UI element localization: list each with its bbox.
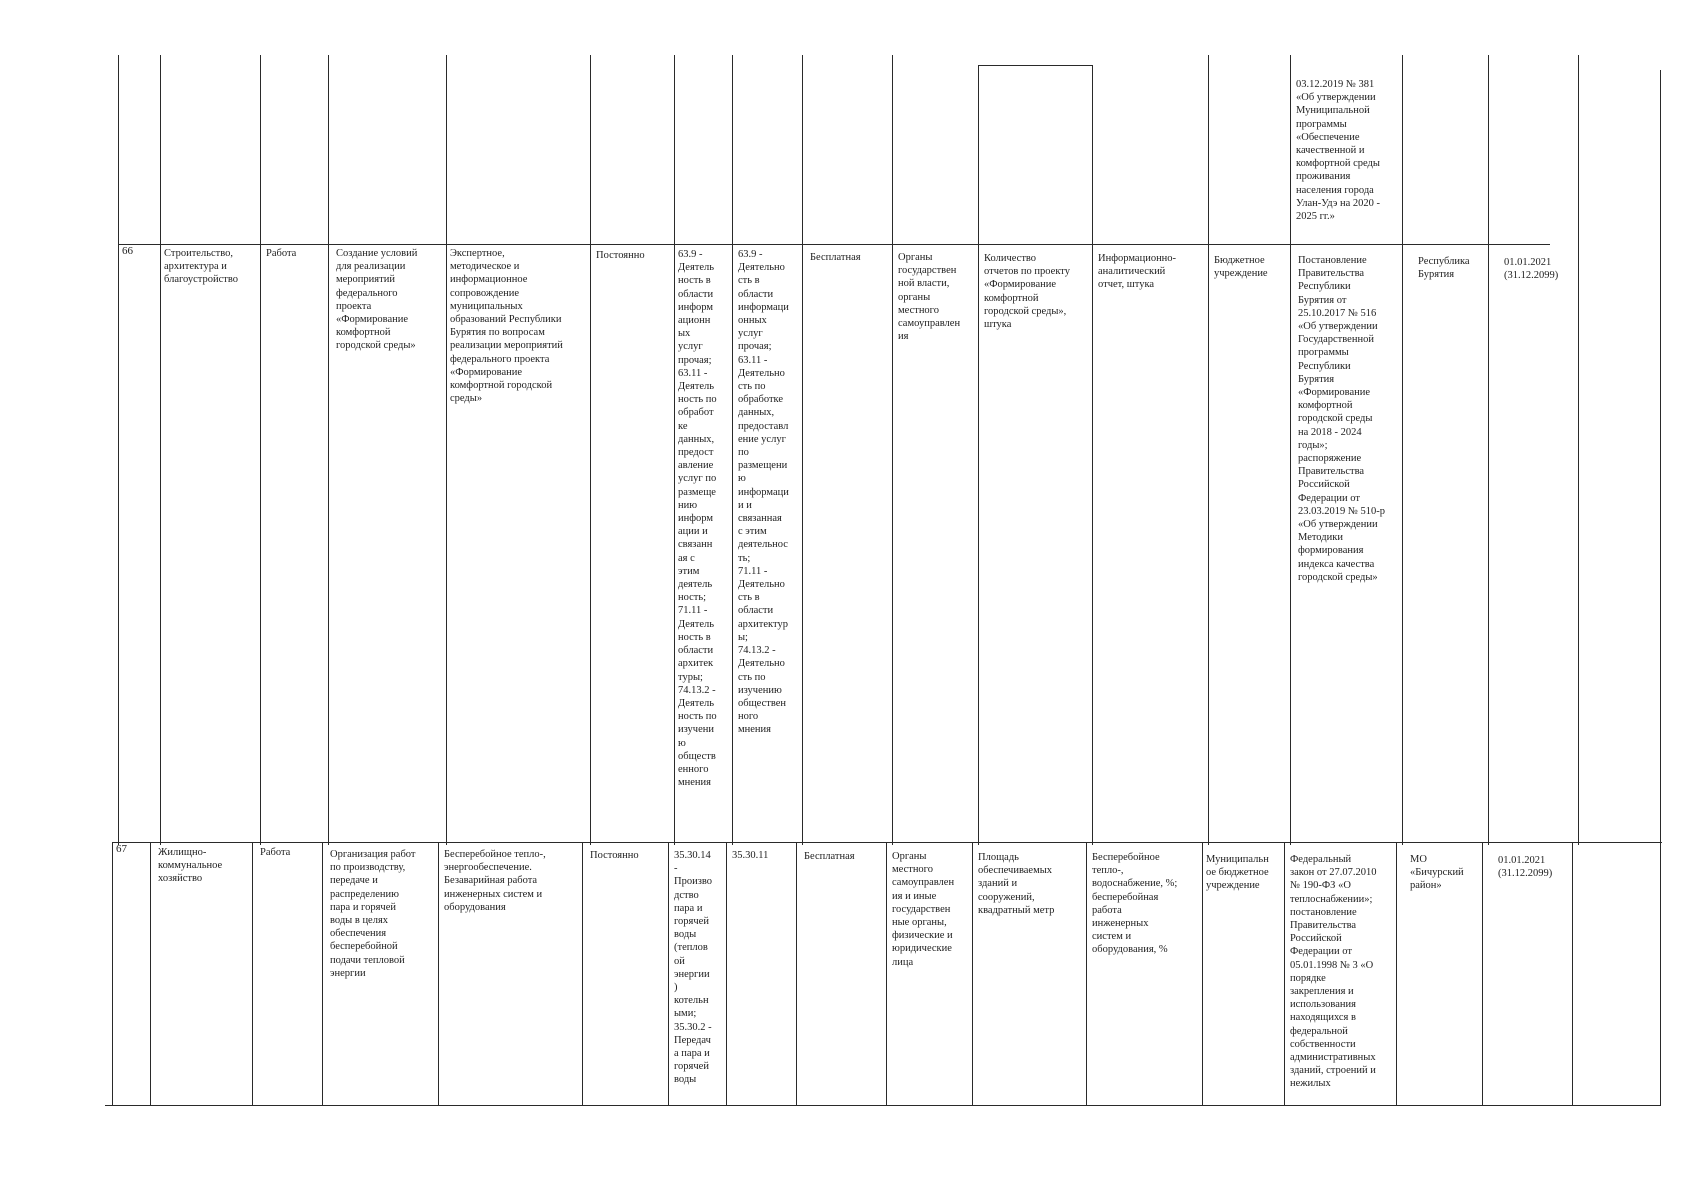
row-67-type: Работа (260, 847, 291, 858)
row-66-quality-indicator: Информационно- аналитический отчет, штука (1098, 253, 1177, 291)
col-rule-18 (1660, 70, 1661, 1106)
col-rule-8b (726, 842, 727, 1105)
col-rule-16b (1482, 842, 1483, 1105)
row-67-sphere: Жилищно- коммунальное хозяйство (158, 847, 223, 885)
col-rule-10 (892, 55, 893, 845)
row-66-payment: Бесплатная (810, 252, 861, 263)
row-66-name: Создание условий для реализации мероприятий федерального проекта «Формирование комфортной городской среды» (336, 248, 418, 352)
row-66-territory: Республика Бурятия (1418, 256, 1470, 281)
row-66-volume-indicator: Количество отчетов по проекту «Формирование комфортной городской среды», штука (984, 253, 1070, 331)
col-rule-14 (1290, 55, 1291, 845)
col-rule-9 (802, 55, 803, 845)
row-66-content: Экспертное, методическое и информационное сопровождение муниципальных образований Республики Бурятия по вопросам реализации мероприятий федерального проекта «Формирование комфортной городской среды» (450, 248, 563, 405)
col-rule-13b (1202, 842, 1203, 1105)
row-67-volume-indicator: Площадь обеспечиваемых зданий и сооружений, квадратный метр (978, 852, 1055, 916)
row-67-territory: МО «Бичурский район» (1410, 854, 1464, 892)
col-rule-17 (1578, 55, 1579, 845)
continuation-legal-basis: 03.12.2019 № 381 «Об утверждении Муниципальной программы «Обеспечение качественной и комфортной среды проживания населения города Улан-Удэ на 2020 - 2025 гг.» (1296, 79, 1380, 223)
row-67-name: Организация работ по производству, передаче и распределению пара и горячей воды в целях обеспечения бесперебойной подачи тепловой энергии (330, 849, 416, 979)
col-rule-7b (668, 842, 669, 1105)
table-bottom-rule (105, 1105, 1660, 1106)
col-rule-5 (446, 55, 447, 845)
row-66-number: 66 (122, 245, 133, 257)
col-rule-9b (796, 842, 797, 1105)
row-66-okved-1: 63.9 - Деятель ность в области информ ационн ых услуг прочая; 63.11 - Деятель ность по обработ ке данных, предост авление услуг по размеще нию информ ации и связанн ая с этим деятель ность; 71.11 - Деятель ность в области архитек туры; 74.13.2 - Деятель ность по изучени ю обществ енного мнения (678, 249, 717, 789)
col-rule-15 (1402, 55, 1403, 845)
col-rule-4 (328, 55, 329, 845)
row-67-number: 67 (116, 843, 127, 855)
col-rule-8 (732, 55, 733, 845)
row-67-dates: 01.01.2021 (31.12.2099) (1498, 855, 1553, 880)
row-67-top-rule (112, 842, 1662, 843)
row-67-payment: Бесплатная (804, 851, 855, 862)
row-66-type: Работа (266, 248, 297, 259)
row-67-periodicity: Постоянно (590, 850, 639, 861)
col-rule-6b (582, 842, 583, 1105)
col-rule-11b (972, 842, 973, 1105)
row-67-institution-type: Муниципальн ое бюджетное учреждение (1206, 854, 1269, 892)
col-rule-12 (1092, 65, 1093, 845)
row-67-okved-1: 35.30.14 - Произво дство пара и горячей воды (теплов ой энергии ) котельн ыми; 35.30.2 - Передач а пара и горячей воды (674, 850, 712, 1086)
col-rule-1 (118, 55, 119, 845)
col-rule-3b (252, 842, 253, 1105)
col-rule-16 (1488, 55, 1489, 845)
row-66-top-rule (118, 244, 1550, 245)
col-rule-11 (978, 65, 979, 845)
row-66-periodicity: Постоянно (596, 250, 645, 261)
col-rule-17b (1572, 842, 1573, 1105)
row-67-quality-indicator: Бесперебойное тепло-, водоснабжение, %; бесперебойная работа инженерных систем и оборудования, % (1092, 852, 1178, 956)
col-rule-2b (150, 842, 151, 1105)
col-rule-13 (1208, 55, 1209, 845)
col-rule-4b (322, 842, 323, 1105)
row-67-legal-basis: Федеральный закон от 27.07.2010 № 190-ФЗ «О теплоснабжении»; постановление Правительства Российской Федерации от 05.01.1998 № 3 «О порядке закрепления и использования находящихся в федеральной собственности административных зданий, строений и нежилых (1290, 854, 1377, 1090)
col-rule-15b (1396, 842, 1397, 1105)
row-66-legal-basis: Постановление Правительства Республики Бурятия от 25.10.2017 № 516 «Об утверждении Государственной программы Республики Бурятия «Формирование комфортной городской среды на 2018 - 2024 годы»; распоряжение Правительства Российской Федерации от 23.03.2019 № 510-р «Об утверждении Методики формирования индекса качества городской среды» (1298, 255, 1386, 583)
row-67-consumers: Органы местного самоуправлен ия и иные государствен ные органы, физические и юридические лица (892, 851, 955, 968)
col-rule-5b (438, 842, 439, 1105)
col-rule-7 (674, 55, 675, 845)
row-66-sphere: Строительство, архитектура и благоустройство (164, 248, 239, 286)
row-67-content: Бесперебойное тепло-, энергообеспечение. Безаварийная работа инженерных систем и оборудования (444, 849, 546, 913)
col-rule-10b (886, 842, 887, 1105)
col-rule-6 (590, 55, 591, 845)
inner-box-top-rule (978, 65, 1092, 66)
col-rule-14b (1284, 842, 1285, 1105)
row-66-okved-2: 63.9 - Деятельно сть в области информаци онных услуг прочая; 63.11 - Деятельно сть по обработке данных, предоставл ение услуг по размещени ю информаци и и связанная с этим деятельнос ть; 71.11 - Деятельно сть в области архитектур ы; 74.13.2 - Деятельно сть по изучению обществен ного мнения (738, 249, 789, 736)
row-66-dates: 01.01.2021 (31.12.2099) (1504, 257, 1559, 282)
row-66-consumers: Органы государствен ной власти, органы местного самоуправлен ия (898, 252, 961, 343)
col-rule-3 (260, 55, 261, 845)
col-rule-1b (112, 842, 113, 1105)
row-67-okved-2: 35.30.11 (732, 850, 769, 861)
col-rule-2 (160, 55, 161, 845)
col-rule-12b (1086, 842, 1087, 1105)
row-66-institution-type: Бюджетное учреждение (1214, 255, 1268, 280)
